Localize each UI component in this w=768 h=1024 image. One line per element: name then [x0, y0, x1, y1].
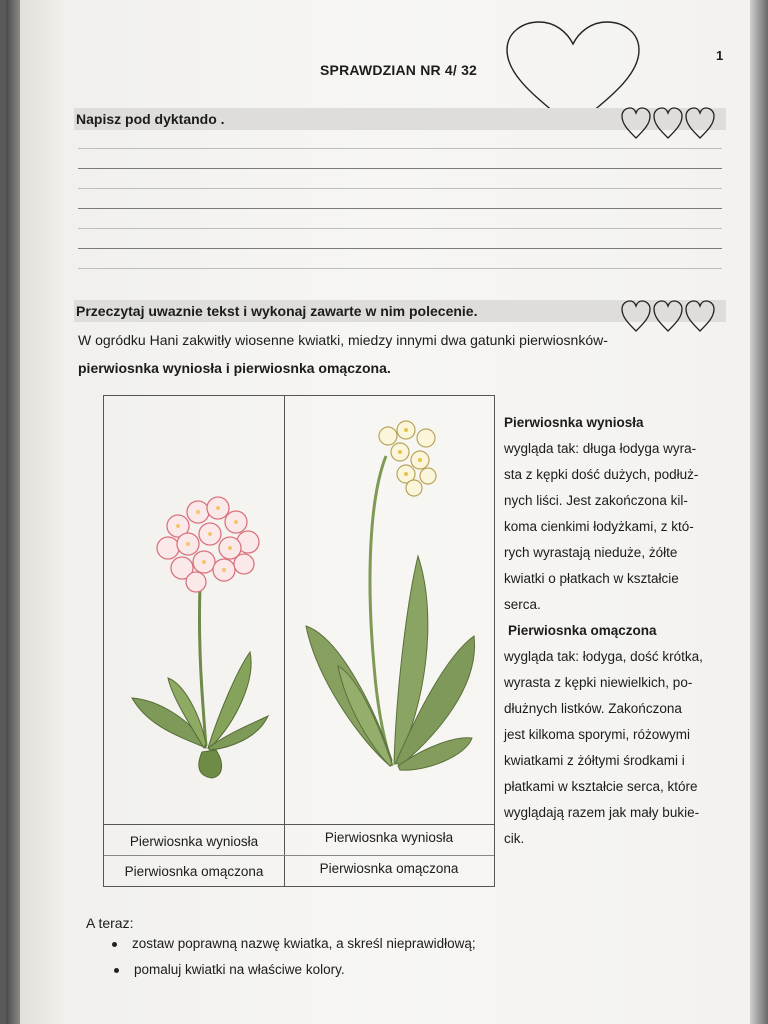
description-line: dłużnych listków. Zakończona	[504, 701, 682, 716]
binder-spine	[6, 0, 20, 1024]
writing-line[interactable]	[78, 168, 722, 169]
heart-icon	[652, 106, 684, 140]
background-edge	[750, 0, 768, 1024]
intro-line-1: W ogródku Hani zakwitły wiosenne kwiatki, miedzy innymi dwa gatunki pierwiosnków-	[78, 332, 608, 348]
worksheet-page	[6, 0, 750, 1024]
page-title: SPRAWDZIAN NR 4/ 32	[320, 62, 478, 78]
description-line: kwiatki o płatkach w kształcie	[504, 571, 679, 586]
description-line: sta z kępki dość dużych, podłuż-	[504, 467, 699, 482]
description-line: jest kilkoma sporymi, różowymi	[504, 727, 691, 742]
section2-score-hearts	[620, 298, 716, 334]
heart-icon	[652, 298, 684, 334]
pink-primrose-illustration	[118, 486, 278, 786]
writing-line[interactable]	[78, 148, 722, 149]
description-line: nych liści. Jest zakończona kil-	[504, 493, 688, 508]
description-line: wyglądają razem jak mały bukie-	[504, 805, 700, 820]
row-divider-light	[104, 855, 494, 856]
writing-line[interactable]	[78, 188, 722, 189]
yellow-primrose-illustration	[296, 416, 486, 786]
writing-line[interactable]	[78, 208, 722, 209]
description-line: rych wyrastają nieduże, żółte	[504, 545, 678, 560]
flower-table	[103, 395, 495, 887]
description-line: koma cienkimi łodyżkami, z któ-	[504, 519, 694, 534]
description-line: wygląda tak: łodyga, dość krótka,	[504, 649, 703, 664]
heart-icon	[684, 106, 716, 140]
description-block	[504, 410, 732, 852]
heart-icon	[684, 298, 716, 334]
row-divider	[104, 824, 494, 825]
section2-instruction: Przeczytaj uwaznie tekst i wykonaj zawarte w nim polecenie.	[76, 303, 478, 319]
right-option-1[interactable]: Pierwiosnka wyniosła	[324, 830, 454, 845]
task-bullet-2: pomaluj kwiatki na właściwe kolory.	[134, 962, 345, 977]
description-heading-2: Pierwiosnka omączona	[508, 623, 657, 638]
left-option-2[interactable]: Pierwiosnka omączona	[124, 864, 264, 879]
heart-icon	[620, 298, 652, 334]
writing-line[interactable]	[78, 228, 722, 229]
description-line: cik.	[504, 831, 525, 846]
description-line: wyrasta z kępki niewielkich, po-	[504, 675, 693, 690]
intro-line-2: pierwiosnka wyniosła i pierwiosnka omączona.	[78, 360, 391, 376]
section1-score-hearts	[620, 106, 716, 140]
description-line: wygląda tak: długa łodyga wyra-	[504, 441, 697, 456]
page-number: 1	[716, 48, 724, 63]
task-bullet-1: zostaw poprawną nazwę kwiatka, a skreśl nieprawidłową;	[132, 936, 476, 951]
right-option-2[interactable]: Pierwiosnka omączona	[319, 861, 459, 876]
heart-icon	[620, 106, 652, 140]
writing-line[interactable]	[78, 248, 722, 249]
writing-line[interactable]	[78, 268, 722, 269]
task-lead: A teraz:	[86, 915, 134, 931]
description-line: płatkami w kształcie serca, które	[504, 779, 698, 794]
description-line: serca.	[504, 597, 541, 612]
description-heading-1: Pierwiosnka wyniosła	[504, 415, 644, 430]
section1-instruction: Napisz pod dyktando .	[76, 111, 225, 127]
column-divider	[284, 396, 285, 886]
description-line: kwiatkami z żółtymi środkami i	[504, 753, 685, 768]
left-option-1[interactable]: Pierwiosnka wyniosła	[129, 834, 259, 849]
